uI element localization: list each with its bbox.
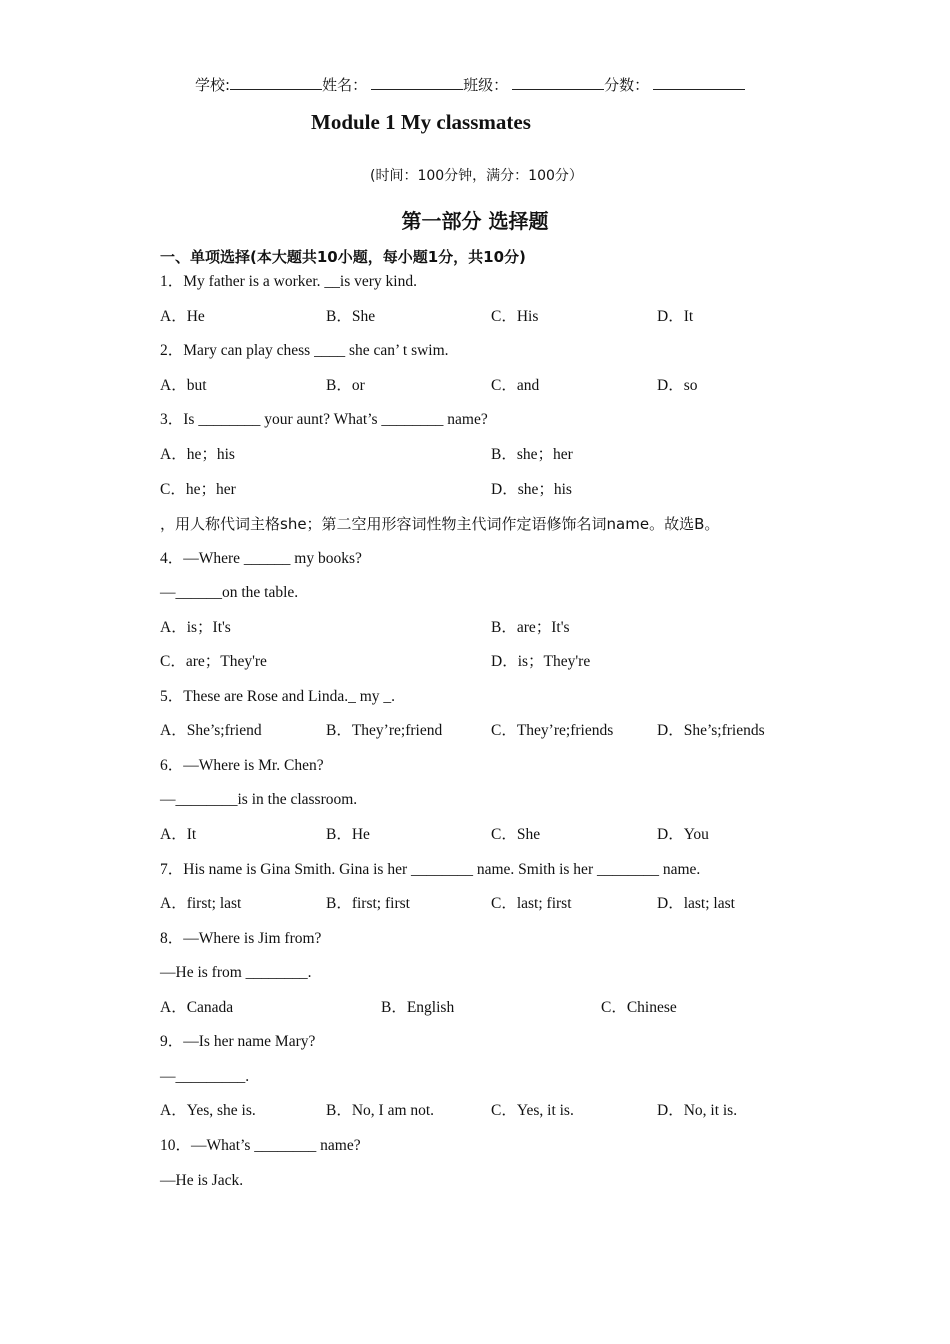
q9-option-b[interactable]: B．No, I am not. bbox=[326, 1102, 435, 1119]
q9-option-c[interactable]: C．Yes, it is. bbox=[491, 1102, 574, 1119]
name-label: 姓名： bbox=[322, 76, 368, 94]
score-label: 分数： bbox=[604, 76, 650, 94]
q3-option-c[interactable]: C．he；her bbox=[160, 481, 236, 498]
score-blank[interactable] bbox=[653, 75, 745, 90]
section-title: 一、单项选择(本大题共10小题，每小题1分，共10分) bbox=[160, 248, 526, 266]
q2-option-b[interactable]: B．or bbox=[326, 377, 365, 394]
question-1-stem: 1．My father is a worker. __is very kind. bbox=[160, 273, 417, 290]
q9-option-a[interactable]: A．Yes, she is. bbox=[160, 1102, 256, 1119]
question-8-reply: —He is from ________. bbox=[160, 964, 312, 981]
question-10-reply: —He is Jack. bbox=[160, 1172, 244, 1189]
q8-option-c[interactable]: C．Chinese bbox=[601, 999, 677, 1016]
answer-note: ，用人称代词主格she；第二空用形容词性物主代词作定语修饰名词name。故选B。 bbox=[160, 515, 720, 533]
school-label: 学校: bbox=[195, 76, 231, 94]
q9-option-d[interactable]: D．No, it is. bbox=[657, 1102, 738, 1119]
question-4-stem: 4．—Where ______ my books? bbox=[160, 550, 362, 567]
class-label: 班级： bbox=[463, 76, 509, 94]
q1-option-a[interactable]: A．He bbox=[160, 308, 205, 325]
question-6-reply: —________is in the classroom. bbox=[160, 791, 358, 808]
question-9-reply: —_________. bbox=[160, 1068, 250, 1085]
q2-option-c[interactable]: C．and bbox=[491, 377, 540, 394]
q7-option-c[interactable]: C．last; first bbox=[491, 895, 572, 912]
q4-option-b[interactable]: B．are；It's bbox=[491, 619, 570, 636]
q5-option-b[interactable]: B．They’re;friend bbox=[326, 722, 443, 739]
q6-option-a[interactable]: A．It bbox=[160, 826, 197, 843]
q7-option-a[interactable]: A．first; last bbox=[160, 895, 242, 912]
q7-option-b[interactable]: B．first; first bbox=[326, 895, 410, 912]
exam-header bbox=[195, 74, 745, 95]
q8-option-b[interactable]: B．English bbox=[381, 999, 455, 1016]
q7-option-d[interactable]: D．last; last bbox=[657, 895, 735, 912]
q2-option-d[interactable]: D．so bbox=[657, 377, 698, 394]
q8-option-a[interactable]: A．Canada bbox=[160, 999, 234, 1016]
q1-option-b[interactable]: B．She bbox=[326, 308, 376, 325]
q1-option-d[interactable]: D．It bbox=[657, 308, 694, 325]
question-6-stem: 6．—Where is Mr. Chen? bbox=[160, 757, 324, 774]
q3-option-b[interactable]: B．she；her bbox=[491, 446, 573, 463]
question-2-stem: 2．Mary can play chess ____ she can’ t swim. bbox=[160, 342, 449, 359]
page-title: Module 1 My classmates bbox=[311, 110, 531, 134]
q1-option-c[interactable]: C．His bbox=[491, 308, 539, 325]
question-9-stem: 9．—Is her name Mary? bbox=[160, 1033, 316, 1050]
q6-option-d[interactable]: D．You bbox=[657, 826, 709, 843]
part-title: 第一部分 选择题 bbox=[401, 209, 549, 233]
q4-option-d[interactable]: D．is；They're bbox=[491, 653, 591, 670]
q5-option-a[interactable]: A．She’s;friend bbox=[160, 722, 262, 739]
q3-option-d[interactable]: D．she；his bbox=[491, 481, 572, 498]
name-blank[interactable] bbox=[371, 75, 463, 90]
q4-option-c[interactable]: C．are；They're bbox=[160, 653, 267, 670]
school-blank[interactable] bbox=[230, 75, 322, 90]
question-4-reply: —______on the table. bbox=[160, 584, 299, 601]
exam-subtitle: (时间：100分钟，满分：100分） bbox=[370, 168, 583, 184]
q6-option-c[interactable]: C．She bbox=[491, 826, 541, 843]
class-blank[interactable] bbox=[512, 75, 604, 90]
q3-option-a[interactable]: A．he；his bbox=[160, 446, 235, 463]
question-7-stem: 7．His name is Gina Smith. Gina is her ________ name. Smith is her ________ name. bbox=[160, 861, 701, 878]
q2-option-a[interactable]: A．but bbox=[160, 377, 207, 394]
q5-option-c[interactable]: C．They’re;friends bbox=[491, 722, 614, 739]
q5-option-d[interactable]: D．She’s;friends bbox=[657, 722, 765, 739]
question-3-stem: 3．Is ________ your aunt? What’s ________ name? bbox=[160, 411, 488, 428]
question-8-stem: 8．—Where is Jim from? bbox=[160, 930, 322, 947]
question-10-stem: 10．—What’s ________ name? bbox=[160, 1137, 361, 1154]
q6-option-b[interactable]: B．He bbox=[326, 826, 370, 843]
q4-option-a[interactable]: A．is；It's bbox=[160, 619, 231, 636]
question-5-stem: 5．These are Rose and Linda._ my _. bbox=[160, 688, 396, 705]
